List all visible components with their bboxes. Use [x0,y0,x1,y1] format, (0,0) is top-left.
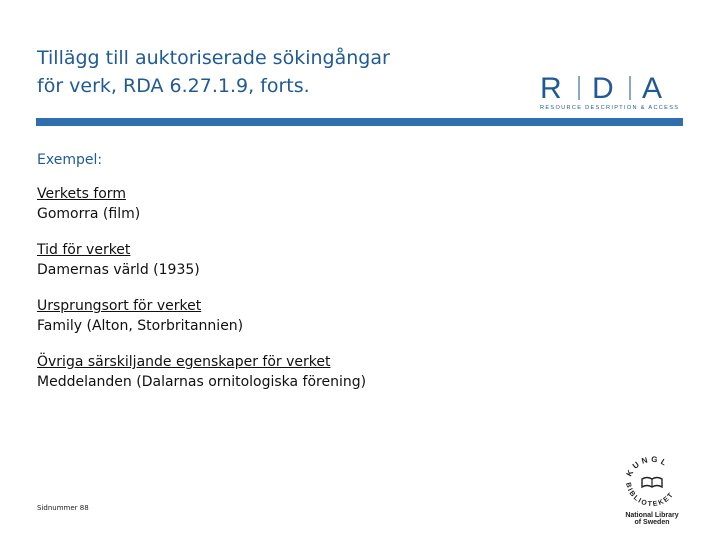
kb-logo-caption-line2: of Sweden [634,519,670,526]
rda-logo-letter-d: D [592,72,614,105]
example-value: Meddelanden (Dalarnas ornitologiska förening) [37,374,367,390]
example-group [37,352,637,392]
example-label: Övriga särskiljande egenskaper för verket [37,354,331,370]
slide-title-line2: för verk, RDA 6.27.1.9, forts. [37,75,310,97]
example-value: Family (Alton, Storbritannien) [37,318,244,334]
example-value: Damernas värld (1935) [37,262,200,278]
rda-logo-tagline: RESOURCE DESCRIPTION & ACCESS [540,105,678,111]
page-number: Sidnummer 88 [37,504,89,512]
title-rule [36,118,683,126]
kb-logo [612,446,692,526]
rda-logo-letter-r: R [540,72,562,105]
example-label: Ursprungsort för verket [37,298,202,314]
rda-logo-divider [629,76,631,100]
example-group [37,240,637,280]
rda-logo-divider [578,76,580,100]
example-group [37,296,637,336]
example-label: Tid för verket [37,242,131,258]
slide-title-line1: Tillägg till auktoriserade sökingångar [37,47,390,69]
slide-title [37,44,497,100]
example-label: Verkets form [37,186,126,202]
kb-logo-caption-line1: National Library [625,512,679,519]
kb-logo-ring-top: KUNGL [624,454,671,479]
example-value: Gomorra (film) [37,206,141,222]
rda-logo [540,72,680,112]
slide-body [37,150,637,408]
example-heading: Exempel: [37,152,103,168]
kb-logo-ring-bottom: BIBLIOTEKET [624,481,676,509]
example-group [37,184,637,224]
book-icon [642,478,662,488]
rda-logo-letter-a: A [642,72,663,105]
